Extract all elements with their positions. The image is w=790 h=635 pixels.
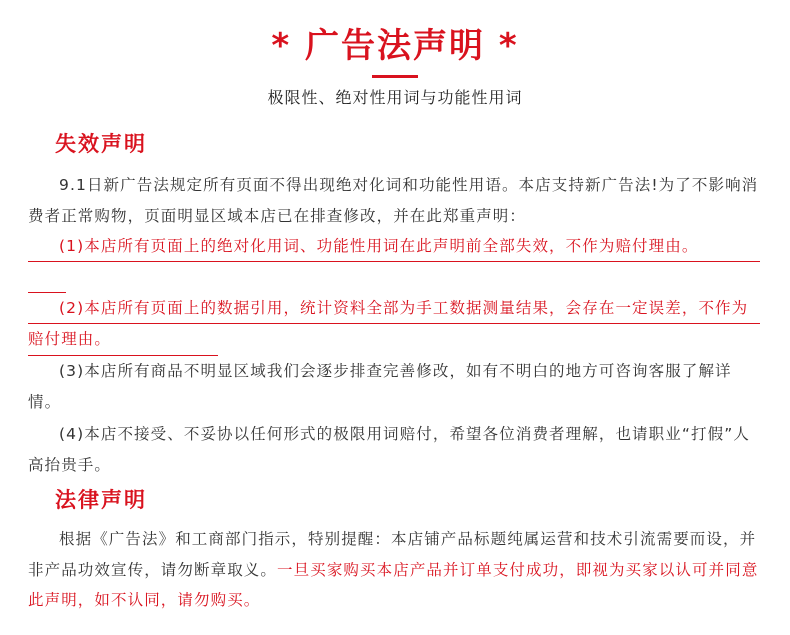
legal-text-red: 一旦买家购买本店产品并订单支付成功，即视为买家以认可并同意此声明，如不认同，请勿购买。 <box>28 560 759 609</box>
clause-2-underline-1 <box>28 323 760 324</box>
title-underline <box>372 75 418 78</box>
clause-1-underline-1 <box>28 261 760 262</box>
paragraph-intro: 9.1日新广告法规定所有页面不得出现绝对化词和功能性用语。本店支持新广告法!为了不影响消费者正常购物，页面明显区域本店已在排查修改，并在此郑重声明： <box>28 176 759 225</box>
section-heading-legal: 法律声明 <box>55 488 147 512</box>
paragraph-clause-1: (1)本店所有页面上的绝对化用词、功能性用词在此声明前全部失效，不作为赔付理由。 <box>59 237 699 255</box>
paragraph-legal <box>28 524 762 616</box>
paragraph-clause-2: (2)本店所有页面上的数据引用，统计资料全部为手工数据测量结果，会存在一定误差，不作为赔付理由。 <box>28 299 749 348</box>
paragraph-clause-4: (4)本店不接受、不妥协以任何形式的极限用词赔付，希望各位消费者理解，也请职业“打假”人高抬贵手。 <box>28 425 750 474</box>
page-subtitle: 极限性、绝对性用词与功能性用词 <box>267 88 523 107</box>
paragraph-clause-3: (3)本店所有商品不明显区域我们会逐步排查完善修改，如有不明白的地方可咨询客服了解详情。 <box>28 362 732 411</box>
legal-text-normal: 根据《广告法》和工商部门指示，特别提醒：本店铺产品标题纯属运营和技术引流需要而设，并非产品功效宣传，请勿断章取义。 <box>28 530 757 579</box>
section-heading-invalidation: 失效声明 <box>55 132 147 156</box>
page-title: * 广告法声明 * <box>271 26 519 66</box>
